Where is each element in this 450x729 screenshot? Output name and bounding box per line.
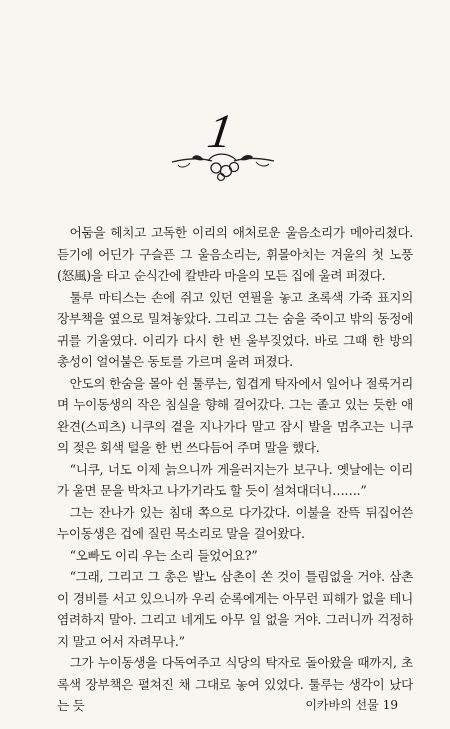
paragraph: 안도의 한숨을 몰아 쉰 툴루는, 힘겹게 탁자에서 일어나 절룩거리며 누이동생의 작은 침실을 향해 걸어갔다. 그는 졸고 있는 듯한 애완견(스피츠) 니쿠의 곁을 지나가다 말고 잠시 발을 멈추고는 니쿠의 젖은 회색 털을 한 번 쓰다듬어 주며 말을 했다. (57, 375, 413, 455)
page-number: 19 (382, 698, 398, 712)
paragraph: “니쿠, 너도 이제 늙으니까 게을러지는가 보구나. 옛날에는 이리가 울면 문을 박차고 나가기라도 할 듯이 설쳐대더니…….” (57, 461, 413, 498)
paragraph: “오빠도 이리 우는 소리 들었어요?” (69, 547, 258, 563)
book-title: 이카바의 선물 (305, 698, 379, 712)
paragraph: 그가 누이동생을 다독여주고 식당의 탁자로 돌아왔을 때까지, 초록색 장부책은 펼쳐진 채 그대로 놓여 있었다. 툴루는 생각이 났다는 듯 (57, 655, 413, 713)
paragraph: 어둠을 헤치고 고독한 이리의 애처로운 울음소리가 메아리쳤다. 듣기에 어딘가 구슬픈 그 울음소리는, 휘몰아치는 겨울의 첫 노풍(怒風)을 타고 순식간에 칼뱐라 마을의 모든 집에 울려 퍼졌다. (57, 225, 413, 283)
body-text (57, 222, 413, 717)
paragraph: 툴루 마티스는 손에 쥐고 있던 연필을 놓고 초록색 가죽 표지의 장부책을 옆으로 밀쳐놓았다. 그리고 그는 숨을 죽이고 밖의 동정에 귀를 기울였다. 이리가 다시 한 번 울부짖었다. 바로 그때 한 방의 총성이 얼어붙은 동토를 가르며 울려 퍼졌다. (57, 289, 413, 369)
paragraph: 그는 잔나가 있는 침대 쪽으로 다가갔다. 이불을 잔뜩 뒤집어쓴 누이동생은 겁에 질린 목소리로 말을 걸어왔다. (57, 504, 413, 541)
page-footer (301, 698, 398, 712)
paragraph: “그래, 그리고 그 총은 발노 삼촌이 쏜 것이 틀림없을 거야. 삼촌이 경비를 서고 있으니까 우리 순록에게는 아무런 피해가 없을 테니 염려하지 말아. 그리고 네게도 아무 일 없을 거야. 그러니까 걱정하지 말고 어서 자려무나.” (57, 569, 413, 649)
chapter-number: 1 (204, 105, 236, 158)
vine-ornament-icon (168, 148, 278, 182)
